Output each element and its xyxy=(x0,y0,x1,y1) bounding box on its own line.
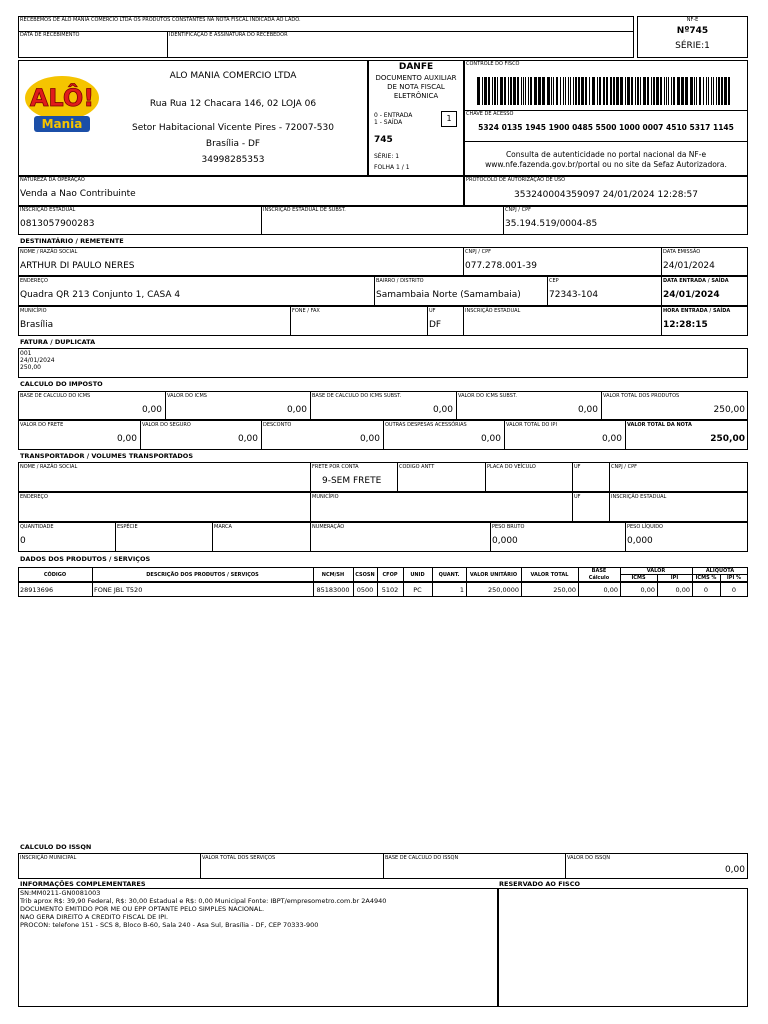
col-descricao: DESCRIÇÃO DOS PRODUTOS / SERVIÇOS xyxy=(146,572,259,578)
fisco-reservado-box xyxy=(498,888,748,1007)
imp-outras: 0,00 xyxy=(480,434,501,444)
col-codigo: CÓDIGO xyxy=(43,572,67,578)
transp-peso-liquido-label: PESO LÍQUIDO xyxy=(627,524,663,530)
barcode-bar xyxy=(699,77,701,105)
fatura-box xyxy=(18,348,748,378)
nfe-numero: Nº745 xyxy=(676,26,709,36)
barcode xyxy=(477,77,732,105)
row-vtotal: 250,00 xyxy=(553,586,576,594)
barcode-bar xyxy=(599,77,601,105)
barcode-bar xyxy=(716,77,717,105)
barcode-bar xyxy=(620,77,623,105)
row-icms-pct: 0 xyxy=(703,586,709,594)
barcode-bar xyxy=(575,77,577,105)
imp-v-prod-label: VALOR TOTAL DOS PRODUTOS xyxy=(603,393,680,399)
info-line: PROCON: telefone 151 - SCS 8, Bloco B-60, Sala 240 - Asa Sul, Brasília - DF, CEP 70333-900 xyxy=(20,921,319,929)
produtos-section: DADOS DOS PRODUTOS / SERVIÇOS xyxy=(20,555,151,563)
dest-ie-label: INSCRIÇÃO ESTADUAL xyxy=(465,308,521,314)
imp-v-st-label: VALOR DO ICMS SUBST. xyxy=(458,393,517,399)
barcode-bar xyxy=(585,77,587,105)
info-section: INFORMAÇÕES COMPLEMENTARES xyxy=(20,880,146,888)
col-icms: ICMS xyxy=(631,575,646,581)
barcode-bar xyxy=(565,77,566,105)
danfe-folha: FOLHA 1 / 1 xyxy=(374,164,410,171)
imp-v-prod: 250,00 xyxy=(713,405,745,415)
barcode-bar xyxy=(517,77,519,105)
issqn-valor-label: VALOR DO ISSQN xyxy=(567,855,611,861)
imp-bc-st: 0,00 xyxy=(432,405,453,415)
fatura-section: FATURA / DUPLICATA xyxy=(20,338,96,346)
dest-endereco-label: ENDEREÇO xyxy=(20,278,48,284)
fatura-numero: 001 xyxy=(20,350,32,357)
row-ipi: 0,00 xyxy=(675,586,690,594)
barcode-bar xyxy=(656,77,659,105)
barcode-bar xyxy=(523,77,524,105)
cnpj-label: CNPJ / CPF xyxy=(505,207,531,213)
barcode-bar xyxy=(542,77,545,105)
transp-ie-label: INSCRIÇÃO ESTADUAL xyxy=(611,494,667,500)
danfe-saida: 1 - SAÍDA xyxy=(374,119,403,126)
barcode-bar xyxy=(677,77,680,105)
barcode-bar xyxy=(664,77,665,105)
barcode-bar xyxy=(497,77,498,105)
barcode-bar xyxy=(606,77,608,105)
info-lines xyxy=(20,889,386,929)
barcode-bar xyxy=(513,77,516,105)
transp-peso-liquido: 0,000 xyxy=(627,536,653,546)
transp-row1 xyxy=(18,462,748,492)
row-ipi-pct: 0 xyxy=(731,586,737,594)
dest-cpf-label: CNPJ / CPF xyxy=(465,249,491,255)
transp-marca-label: MARCA xyxy=(214,524,232,530)
barcode-bar xyxy=(711,77,712,105)
barcode-bar xyxy=(592,77,595,105)
protocolo-value: 353240004359097 24/01/2024 12:28:57 xyxy=(514,190,698,200)
barcode-bar xyxy=(637,77,639,105)
info-line: NAO GERA DIREITO A CREDITO FISCAL DE IPI. xyxy=(20,913,169,921)
danfe-serie: SÉRIE: 1 xyxy=(374,153,400,160)
dest-nome-label: NOME / RAZÃO SOCIAL xyxy=(20,249,78,255)
imp-bc-st-label: BASE DE CALCULO DO ICMS SUBST. xyxy=(312,393,402,399)
ie-label: INSCRIÇÃO ESTADUAL xyxy=(20,207,76,213)
fatura-valor: 250,00 xyxy=(20,364,41,371)
barcode-bar xyxy=(570,77,571,105)
dest-hora: 12:28:15 xyxy=(663,320,708,330)
barcode-bar xyxy=(508,77,509,105)
col-base-bottom: Cálculo xyxy=(588,575,610,581)
barcode-bar xyxy=(504,77,506,105)
imp-bc-icms-label: BASE DE CALCULO DO ICMS xyxy=(20,393,91,399)
imp-ipi-label: VALOR TOTAL DO IPI xyxy=(506,422,557,428)
logo-text-bottom: Mania xyxy=(41,117,83,131)
imp-v-icms-label: VALOR DO ICMS xyxy=(167,393,207,399)
barcode-bar xyxy=(488,77,490,105)
barcode-bar xyxy=(718,77,720,105)
transp-quantidade-label: QUANTIDADE xyxy=(20,524,54,530)
row-descricao: FONE JBL T520 xyxy=(94,586,143,594)
barcode-bar xyxy=(597,77,598,105)
barcode-bar xyxy=(477,77,480,105)
barcode-bar xyxy=(573,77,574,105)
barcode-bar xyxy=(703,77,704,105)
barcode-bar xyxy=(721,77,723,105)
emitente-telefone: 34998285353 xyxy=(201,155,265,165)
dest-uf: DF xyxy=(429,320,442,330)
natureza-label: NATUREZA DA OPERAÇÃO xyxy=(20,177,85,183)
barcode-bar xyxy=(635,77,636,105)
dest-cep-label: CEP xyxy=(549,278,559,284)
barcode-bar xyxy=(681,77,684,105)
dest-nome: ARTHUR DI PAULO NERES xyxy=(20,261,135,271)
canhoto-text: RECEBEMOS DE ALO MANIA COMERCIO LTDA OS PRODUTOS CONSTANTES NA NOTA FISCAL INDICADA AO LADO. xyxy=(20,17,301,23)
col-ipi-pct: IPI % xyxy=(726,575,742,581)
imp-outras-label: OUTRAS DESPESAS ACESSÓRIAS xyxy=(385,422,467,428)
issqn-section: CALCULO DO ISSQN xyxy=(20,843,92,851)
barcode-bar xyxy=(530,77,532,105)
barcode-bar xyxy=(713,77,714,105)
barcode-bar xyxy=(728,77,730,105)
barcode-bar xyxy=(492,77,493,105)
col-csosn: CSOSN xyxy=(355,572,375,578)
data-recebimento-label: DATA DE RECEBIMENTO xyxy=(20,32,80,38)
col-vtotal: VALOR TOTAL xyxy=(530,572,569,578)
barcode-bar xyxy=(631,77,633,105)
barcode-bar xyxy=(651,77,652,105)
barcode-bar xyxy=(500,77,503,105)
col-base-top: BASE xyxy=(591,568,607,574)
barcode-bar xyxy=(653,77,655,105)
barcode-bar xyxy=(553,77,554,105)
row-quant: 1 xyxy=(459,586,464,594)
barcode-bar xyxy=(671,77,672,105)
ie-value: 0813057900283 xyxy=(20,219,95,229)
barcode-bar xyxy=(660,77,662,105)
transp-numeracao-label: NUMERAÇÃO xyxy=(312,524,345,530)
transp-peso-bruto-label: PESO BRUTO xyxy=(492,524,525,530)
barcode-bar xyxy=(616,77,619,105)
dest-entrada-saida: 24/01/2024 xyxy=(663,290,720,300)
dest-municipio: Brasília xyxy=(20,320,54,330)
barcode-bar xyxy=(578,77,580,105)
imp-desconto-label: DESCONTO xyxy=(263,422,292,428)
emitente-bairro: Setor Habitacional Vicente Pires - 72007-530 xyxy=(132,123,334,133)
barcode-bar xyxy=(643,77,646,105)
dest-bairro-label: BAIRRO / DISTRITO xyxy=(376,278,424,284)
danfe-title: DANFE xyxy=(398,62,434,72)
info-line: Trib aprox R$: 39,90 Federal, R$: 30,00 Estadual e R$: 0,00 Municipal Fonte: IBPT/empresometro.com.br 2A4940 xyxy=(20,897,387,905)
barcode-bar xyxy=(560,77,561,105)
col-vunit: VALOR UNITÁRIO xyxy=(469,572,518,578)
dest-municipio-label: MUNICÍPIO xyxy=(20,308,47,314)
chave-label: CHAVE DE ACESSO xyxy=(466,111,514,117)
col-valor-top: VALOR xyxy=(646,568,666,574)
transp-endereco-label: ENDEREÇO xyxy=(20,494,48,500)
imp-bc-icms: 0,00 xyxy=(141,405,162,415)
identificacao-label: IDENTIFICAÇÃO E ASSINATURA DO RECEBEDOR xyxy=(169,32,288,38)
nfe-serie: SÉRIE:1 xyxy=(675,41,710,51)
transp-frete: 9-SEM FRETE xyxy=(322,476,382,486)
barcode-bar xyxy=(706,77,707,105)
fatura-vencimento: 24/01/2024 xyxy=(20,357,55,364)
imposto-section: CALCULO DO IMPOSTO xyxy=(20,380,103,388)
barcode-bar xyxy=(563,77,564,105)
destinatario-section: DESTINATÁRIO / REMETENTE xyxy=(20,237,124,245)
barcode-bar xyxy=(484,77,487,105)
barcode-bar xyxy=(581,77,584,105)
barcode-bar xyxy=(510,77,512,105)
imp-v-st: 0,00 xyxy=(577,405,598,415)
barcode-bar xyxy=(724,77,727,105)
col-ncm: NCM/SH xyxy=(321,572,345,578)
imp-seguro: 0,00 xyxy=(237,434,258,444)
info-line: SN:MM0211-GN0081003 xyxy=(20,889,101,897)
info-line: DOCUMENTO EMITIDO POR ME OU EPP OPTANTE PELO SIMPLES NACIONAL. xyxy=(20,905,265,913)
barcode-bar xyxy=(708,77,709,105)
imp-ipi: 0,00 xyxy=(601,434,622,444)
logo-image xyxy=(24,72,100,134)
barcode-bar xyxy=(666,77,667,105)
barcode-bar xyxy=(534,77,537,105)
dest-emissao-label: DATA EMISSÃO xyxy=(663,249,701,255)
barcode-bar xyxy=(690,77,693,105)
row-ncm: 85183000 xyxy=(316,586,350,594)
transp-antt-label: CODIGO ANTT xyxy=(399,464,435,470)
col-ipi: IPI xyxy=(670,575,679,581)
barcode-bar xyxy=(696,77,697,105)
dest-entrada-saida-label: DATA ENTRADA / SAÍDA xyxy=(663,278,729,284)
barcode-bar xyxy=(627,77,630,105)
imp-frete-label: VALOR DO FRETE xyxy=(20,422,64,428)
logo-text-top: ALÔ! xyxy=(29,84,95,112)
barcode-bar xyxy=(494,77,496,105)
transp-frete-label: FRETE POR CONTA xyxy=(312,464,359,470)
row-icms: 0,00 xyxy=(640,586,655,594)
barcode-bar xyxy=(538,77,541,105)
danfe-numero: 745 xyxy=(374,135,393,145)
destinatario-row3 xyxy=(18,306,748,336)
nfe-label: NF-E xyxy=(686,17,699,23)
row-codigo: 28913696 xyxy=(20,586,54,594)
dest-bairro: Samambaia Norte (Samambaia) xyxy=(376,290,521,300)
cnpj-value: 35.194.519/0004-85 xyxy=(505,219,598,229)
imp-total-nota: 250,00 xyxy=(710,434,745,444)
transp-quantidade: 0 xyxy=(20,536,26,546)
barcode-bar xyxy=(647,77,649,105)
transp-placa-label: PLACA DO VEÍCULO xyxy=(487,464,536,470)
row-cfop: 5102 xyxy=(381,586,399,594)
barcode-bar xyxy=(556,77,558,105)
ie-row xyxy=(18,206,748,235)
imp-frete: 0,00 xyxy=(116,434,137,444)
transp-uf2-label: UF xyxy=(574,494,581,500)
transp-peso-bruto: 0,000 xyxy=(492,536,518,546)
barcode-bar xyxy=(547,77,550,105)
row-base: 0,00 xyxy=(603,586,618,594)
danfe-tipo: 1 xyxy=(446,114,452,123)
dest-endereco: Quadra QR 213 Conjunto 1, CASA 4 xyxy=(20,290,181,300)
barcode-bar xyxy=(625,77,626,105)
consulta-text: Consulta de autenticidade no portal nacional da NF-e www.nfe.fazenda.gov.br/portal ou no site da Sefaz Autorizadora. xyxy=(485,150,727,169)
barcode-bar xyxy=(673,77,675,105)
danfe-subtitle: DOCUMENTO AUXILIAR DE NOTA FISCAL ELETRÔNICA xyxy=(375,74,457,100)
barcode-bar xyxy=(640,77,641,105)
ie-st-label: INSCRIÇÃO ESTADUAL DE SUBST. xyxy=(263,207,346,213)
transp-nome-label: NOME / RAZÃO SOCIAL xyxy=(20,464,78,470)
barcode-bar xyxy=(613,77,615,105)
col-aliq-top: ALIQUOTA xyxy=(705,568,735,574)
imp-total-nota-label: VALOR TOTAL DA NOTA xyxy=(627,422,692,428)
dest-hora-label: HORA ENTRADA / SAÍDA xyxy=(663,308,731,314)
barcode-bar xyxy=(528,77,529,105)
barcode-bar xyxy=(521,77,522,105)
barcode-bar xyxy=(551,77,552,105)
issqn-vts-label: VALOR TOTAL DOS SERVIÇOS xyxy=(202,855,276,861)
imp-seguro-label: VALOR DO SEGURO xyxy=(142,422,191,428)
dest-cpf: 077.278.001-39 xyxy=(465,261,537,271)
barcode-bar xyxy=(525,77,526,105)
barcode-bar xyxy=(685,77,688,105)
barcode-bar xyxy=(694,77,695,105)
col-unid: UNID xyxy=(410,572,425,578)
col-icms-pct: ICMS % xyxy=(695,575,717,581)
natureza-value: Venda a Nao Contribuinte xyxy=(20,189,136,199)
col-cfop: CFOP xyxy=(382,572,398,578)
barcode-bar xyxy=(482,77,483,105)
barcode-bar xyxy=(610,77,612,105)
transportador-section: TRANSPORTADOR / VOLUMES TRANSPORTADOS xyxy=(20,452,194,460)
dest-uf-label: UF xyxy=(429,308,436,314)
imp-v-icms: 0,00 xyxy=(286,405,307,415)
row-vunit: 250,0000 xyxy=(487,586,519,594)
emitente-nome: ALO MANIA COMERCIO LTDA xyxy=(169,71,297,81)
barcode-bar xyxy=(589,77,590,105)
dest-emissao: 24/01/2024 xyxy=(663,261,715,271)
issqn-valor: 0,00 xyxy=(724,865,745,875)
barcode-bar xyxy=(568,77,569,105)
imp-desconto: 0,00 xyxy=(359,434,380,444)
issqn-im-label: INSCRIÇÃO MUNICIPAL xyxy=(20,855,77,861)
barcode-image xyxy=(477,77,732,105)
protocolo-label: PROTOCOLO DE AUTORIZAÇÃO DE USO xyxy=(466,177,566,183)
barcode-bar xyxy=(603,77,605,105)
controle-label: CONTROLE DO FISCO xyxy=(466,61,520,67)
emitente-cidade: Brasília - DF xyxy=(205,139,261,149)
logo xyxy=(24,72,100,134)
transp-especie-label: ESPÉCIE xyxy=(117,524,138,530)
dest-fone-label: FONE / FAX xyxy=(292,308,320,314)
row-csosn: 0500 xyxy=(356,586,374,594)
transp-municipio-label: MUNICÍPIO xyxy=(312,494,339,500)
issqn-base-label: BASE DE CALCULO DO ISSQN xyxy=(385,855,459,861)
row-unid: PC xyxy=(413,586,422,594)
col-quant: QUANT. xyxy=(438,572,460,578)
emitente-endereco: Rua Rua 12 Chacara 146, 02 LOJA 06 xyxy=(149,99,317,109)
dest-cep: 72343-104 xyxy=(549,290,599,300)
chave-acesso: 5324 0135 1945 1900 0485 5500 1000 0007 4510 5317 1145 xyxy=(478,123,734,132)
transp-cnpj-label: CNPJ / CPF xyxy=(611,464,637,470)
fisco-section: RESERVADO AO FISCO xyxy=(499,880,581,888)
transp-uf-label: UF xyxy=(574,464,581,470)
barcode-bar xyxy=(668,77,669,105)
danfe-entrada: 0 - ENTRADA xyxy=(374,112,413,119)
